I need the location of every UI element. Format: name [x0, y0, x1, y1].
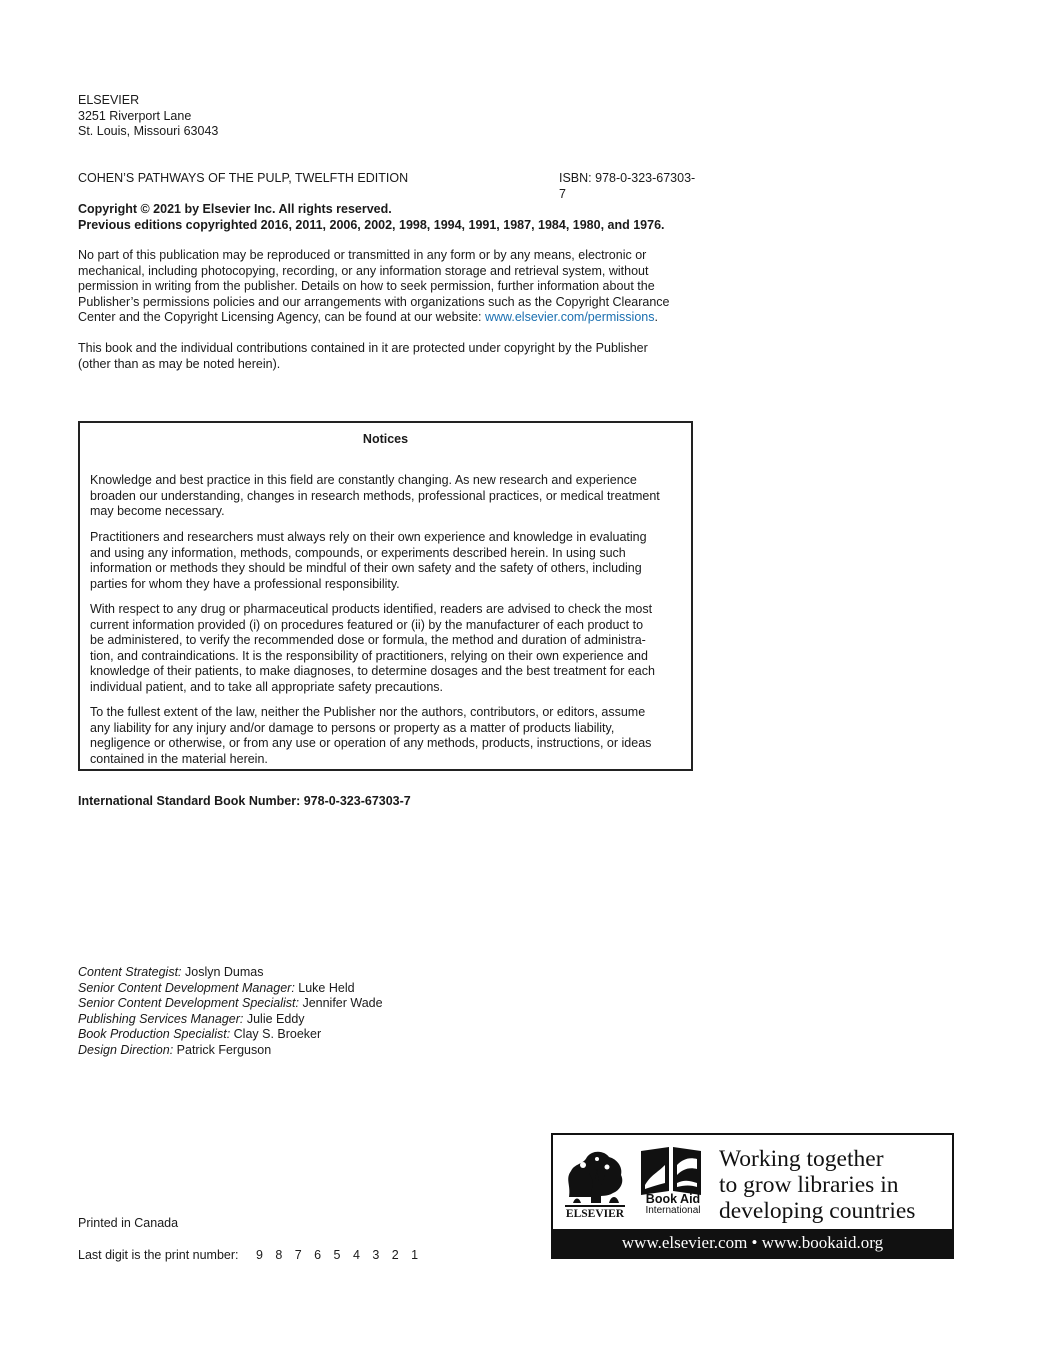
protected-paragraph [78, 341, 648, 372]
notice-line: may become necessary. [90, 504, 225, 518]
rights-line: mechanical, including photocopying, recording, or any information storage and retrieval system, without [78, 263, 649, 278]
notices-heading: Notices [362, 432, 409, 446]
tagline-line: to grow libraries in [719, 1172, 899, 1198]
credit-role: Design Direction: [78, 1042, 174, 1057]
notice-line: current information provided (i) on procedures featured or (ii) by the manufacturer of each product to [90, 617, 644, 632]
notice-paragraph [90, 602, 655, 695]
notice-line: broaden our understanding, changes in research methods, professional practices, or medical treatment [90, 488, 660, 503]
credit-name: Clay S. Broeker [230, 1027, 322, 1041]
banner-footer-urls: www.elsevier.com • www.bookaid.org [553, 1229, 952, 1257]
print-digit: 1 [411, 1248, 419, 1262]
notice-line: information or methods they should be mindful of their own safety and the safety of others, including [90, 561, 642, 575]
tagline-line: Working together [719, 1146, 884, 1172]
isbn-full: International Standard Book Number: 978-0-323-67303-7 [78, 794, 411, 808]
credit-line [78, 981, 383, 997]
print-digit: 3 [372, 1248, 380, 1262]
rights-line: Publisher’s permissions policies and our arrangements with organizations such as the Copyright Clearance [78, 294, 670, 309]
notice-line: To the fullest extent of the law, neither the Publisher nor the authors, contributors, or editors, assume [90, 705, 646, 719]
rights-line-prefix: Center and the Copyright Licensing Agency, can be found at our website: [78, 310, 485, 324]
book-title: COHEN’S PATHWAYS OF THE PULP, TWELFTH EDITION [78, 171, 409, 185]
notice-line: Knowledge and best practice in this field are constantly changing. As new research and experience [90, 473, 637, 487]
credit-role: Content Strategist: [78, 965, 182, 979]
notice-line: parties for whom they have a professional responsibility. [90, 576, 400, 591]
notice-paragraph [90, 473, 660, 520]
notice-paragraph [90, 530, 647, 592]
credit-name: Luke Held [294, 980, 355, 995]
notice-line: any liability for any injury and/or damage to persons or property as a matter of products liability, [90, 720, 615, 735]
bookaid-banner [551, 1133, 954, 1259]
credit-line [78, 1043, 383, 1059]
credit-name: Patrick Ferguson [173, 1042, 272, 1057]
print-digit: 9 [255, 1248, 263, 1262]
notices-box [78, 421, 693, 771]
copyright-line: Copyright © 2021 by Elsevier Inc. All rights reserved. [78, 202, 392, 216]
credit-name: Joslyn Dumas [181, 965, 264, 979]
print-number-label: Last digit is the print number: [78, 1248, 239, 1262]
print-digit: 7 [294, 1248, 302, 1262]
notice-line: be administered, to verify the recommended dose or formula, the method and duration of administra- [90, 633, 646, 647]
rights-line: No part of this publication may be reproduced or transmitted in any form or by any means, electronic or [78, 248, 647, 262]
address-line-1: 3251 Riverport Lane [78, 108, 192, 123]
credit-role: Senior Content Development Specialist: [78, 996, 299, 1010]
rights-line: permission in writing from the publisher. Details on how to seek permission, further information about the [78, 279, 655, 293]
bookaid-wordmark [637, 1193, 709, 1217]
print-number-row [78, 1248, 431, 1264]
credit-role: Senior Content Development Manager: [78, 980, 295, 995]
notice-paragraph [90, 705, 651, 767]
rights-paragraph [78, 248, 670, 326]
address-line-2: St. Louis, Missouri 63043 [78, 124, 219, 138]
bookaid-subname: International [645, 1205, 701, 1216]
rights-line-suffix: . [654, 310, 658, 324]
print-digit: 8 [275, 1248, 283, 1262]
credit-role: Book Production Specialist: [78, 1027, 231, 1041]
copyright-block [78, 202, 665, 233]
printed-in: Printed in Canada [78, 1216, 179, 1230]
credit-line [78, 1027, 383, 1043]
tagline-line: developing countries [719, 1198, 916, 1224]
notice-line: and using any information, methods, compounds, or experiments described herein. In using such [90, 545, 626, 560]
previous-editions-line: Previous editions copyrighted 2016, 2011, 2006, 2002, 1998, 1994, 1991, 1987, 1984, 1980, and 1976. [78, 217, 665, 232]
publisher-name: ELSEVIER [78, 93, 140, 107]
print-digits [256, 1248, 431, 1264]
credits-list [78, 965, 383, 1058]
protected-line: (other than as may be noted herein). [78, 356, 281, 371]
notice-line: tion, and contraindications. It is the responsibility of practitioners, relying on their own experience and [90, 648, 648, 663]
notice-line: With respect to any drug or pharmaceutical products identified, readers are advised to check the most [90, 602, 653, 616]
protected-line: This book and the individual contributions contained in it are protected under copyright by the Publisher [78, 341, 648, 355]
elsevier-wordmark: ELSEVIER [565, 1208, 625, 1220]
bookaid-name: Book Aid [645, 1192, 701, 1206]
notice-line: individual patient, and to take all appropriate safety precautions. [90, 679, 444, 694]
credit-line [78, 965, 383, 981]
notice-line: contained in the material herein. [90, 751, 268, 766]
print-digit: 2 [391, 1248, 399, 1262]
credit-line [78, 1012, 383, 1028]
credit-role: Publishing Services Manager: [78, 1011, 244, 1026]
notice-line: negligence or otherwise, or from any use or operation of any methods, products, instructions, or ideas [90, 736, 652, 750]
notice-line: Practitioners and researchers must always rely on their own experience and knowledge in evaluating [90, 530, 647, 544]
credit-name: Jennifer Wade [298, 996, 383, 1010]
publisher-address [78, 93, 218, 140]
permissions-link[interactable]: www.elsevier.com/permissions [484, 310, 655, 324]
credit-name: Julie Eddy [243, 1011, 305, 1026]
isbn-label: ISBN: 978-0-323-67303-7 [559, 171, 696, 201]
rights-line-last [78, 310, 670, 326]
print-digit: 4 [352, 1248, 360, 1262]
print-digit: 5 [333, 1248, 341, 1262]
banner-tagline [719, 1146, 915, 1224]
notice-line: knowledge of their patients, to make diagnoses, to determine dosages and the best treatment for each [90, 664, 655, 678]
print-digit: 6 [314, 1248, 322, 1262]
credit-line [78, 996, 383, 1012]
